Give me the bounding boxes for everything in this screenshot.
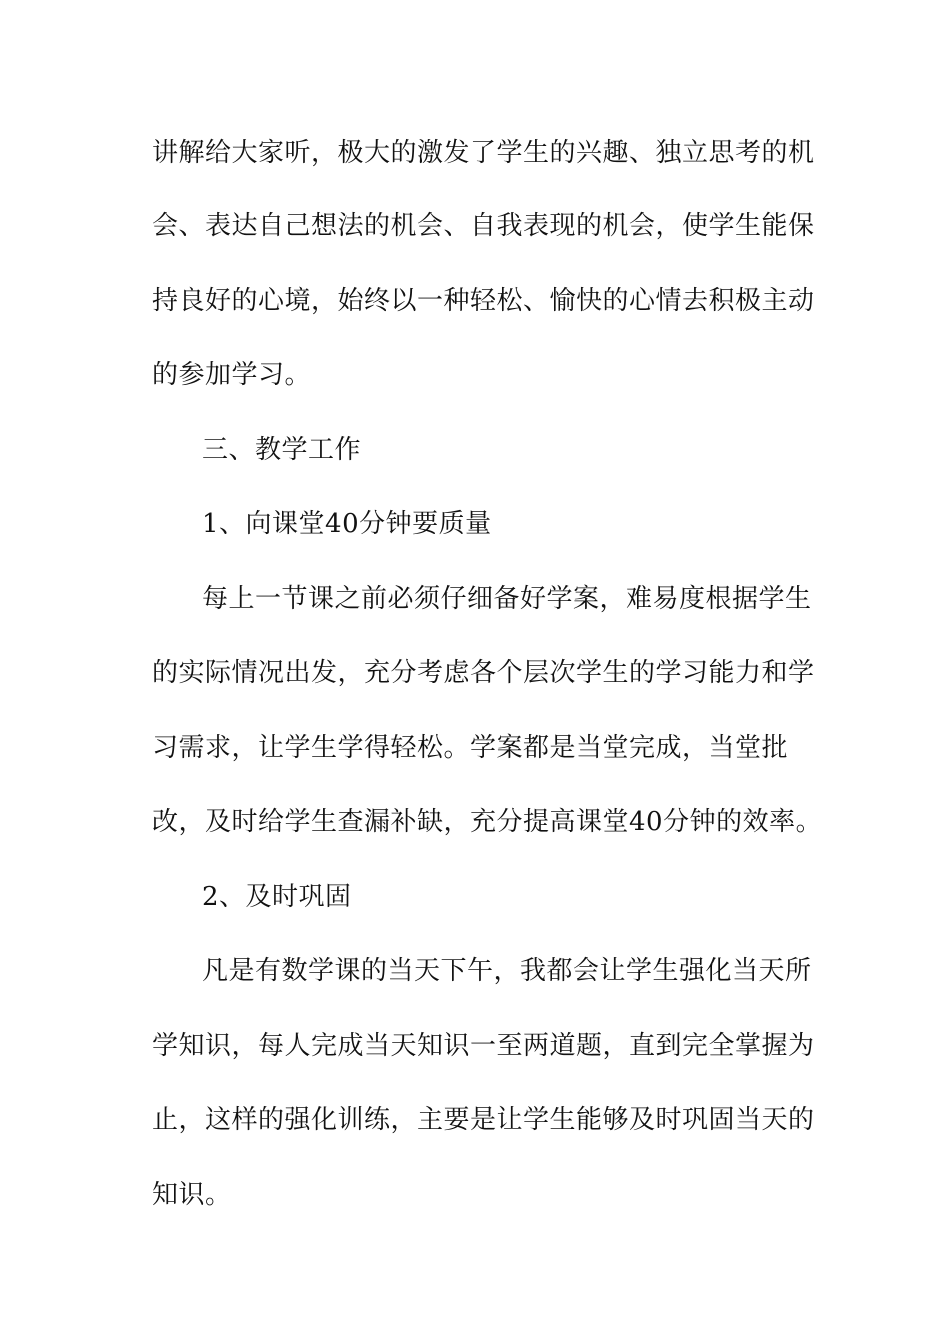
- paragraph-line: 止，这样的强化训练，主要是让学生能够及时巩固当天的: [152, 1105, 815, 1135]
- paragraph-line: 的参加学习。: [152, 360, 312, 390]
- paragraph-line: 改，及时给学生查漏补缺，充分提高课堂40分钟的效率。: [152, 807, 823, 837]
- subsection-heading: 2、及时巩固: [202, 882, 352, 912]
- paragraph-line: 知识。: [152, 1180, 232, 1210]
- paragraph-line: 凡是有数学课的当天下午，我都会让学生强化当天所: [202, 956, 812, 986]
- subsection-heading: 1、向课堂40分钟要质量: [202, 509, 492, 539]
- paragraph-line: 会、表达自己想法的机会、自我表现的机会，使学生能保: [152, 211, 815, 241]
- paragraph-line: 学知识，每人完成当天知识一至两道题，直到完全掌握为: [152, 1031, 815, 1061]
- paragraph-line: 每上一节课之前必须仔细备好学案，难易度根据学生: [202, 584, 812, 614]
- paragraph-line: 的实际情况出发，充分考虑各个层次学生的学习能力和学: [152, 658, 815, 688]
- paragraph-line: 习需求，让学生学得轻松。学案都是当堂完成，当堂批: [152, 733, 789, 763]
- paragraph-line: 持良好的心境，始终以一种轻松、愉快的心情去积极主动: [152, 286, 815, 316]
- section-heading: 三、教学工作: [202, 435, 362, 465]
- paragraph-line: 讲解给大家听，极大的激发了学生的兴趣、独立思考的机: [152, 138, 815, 168]
